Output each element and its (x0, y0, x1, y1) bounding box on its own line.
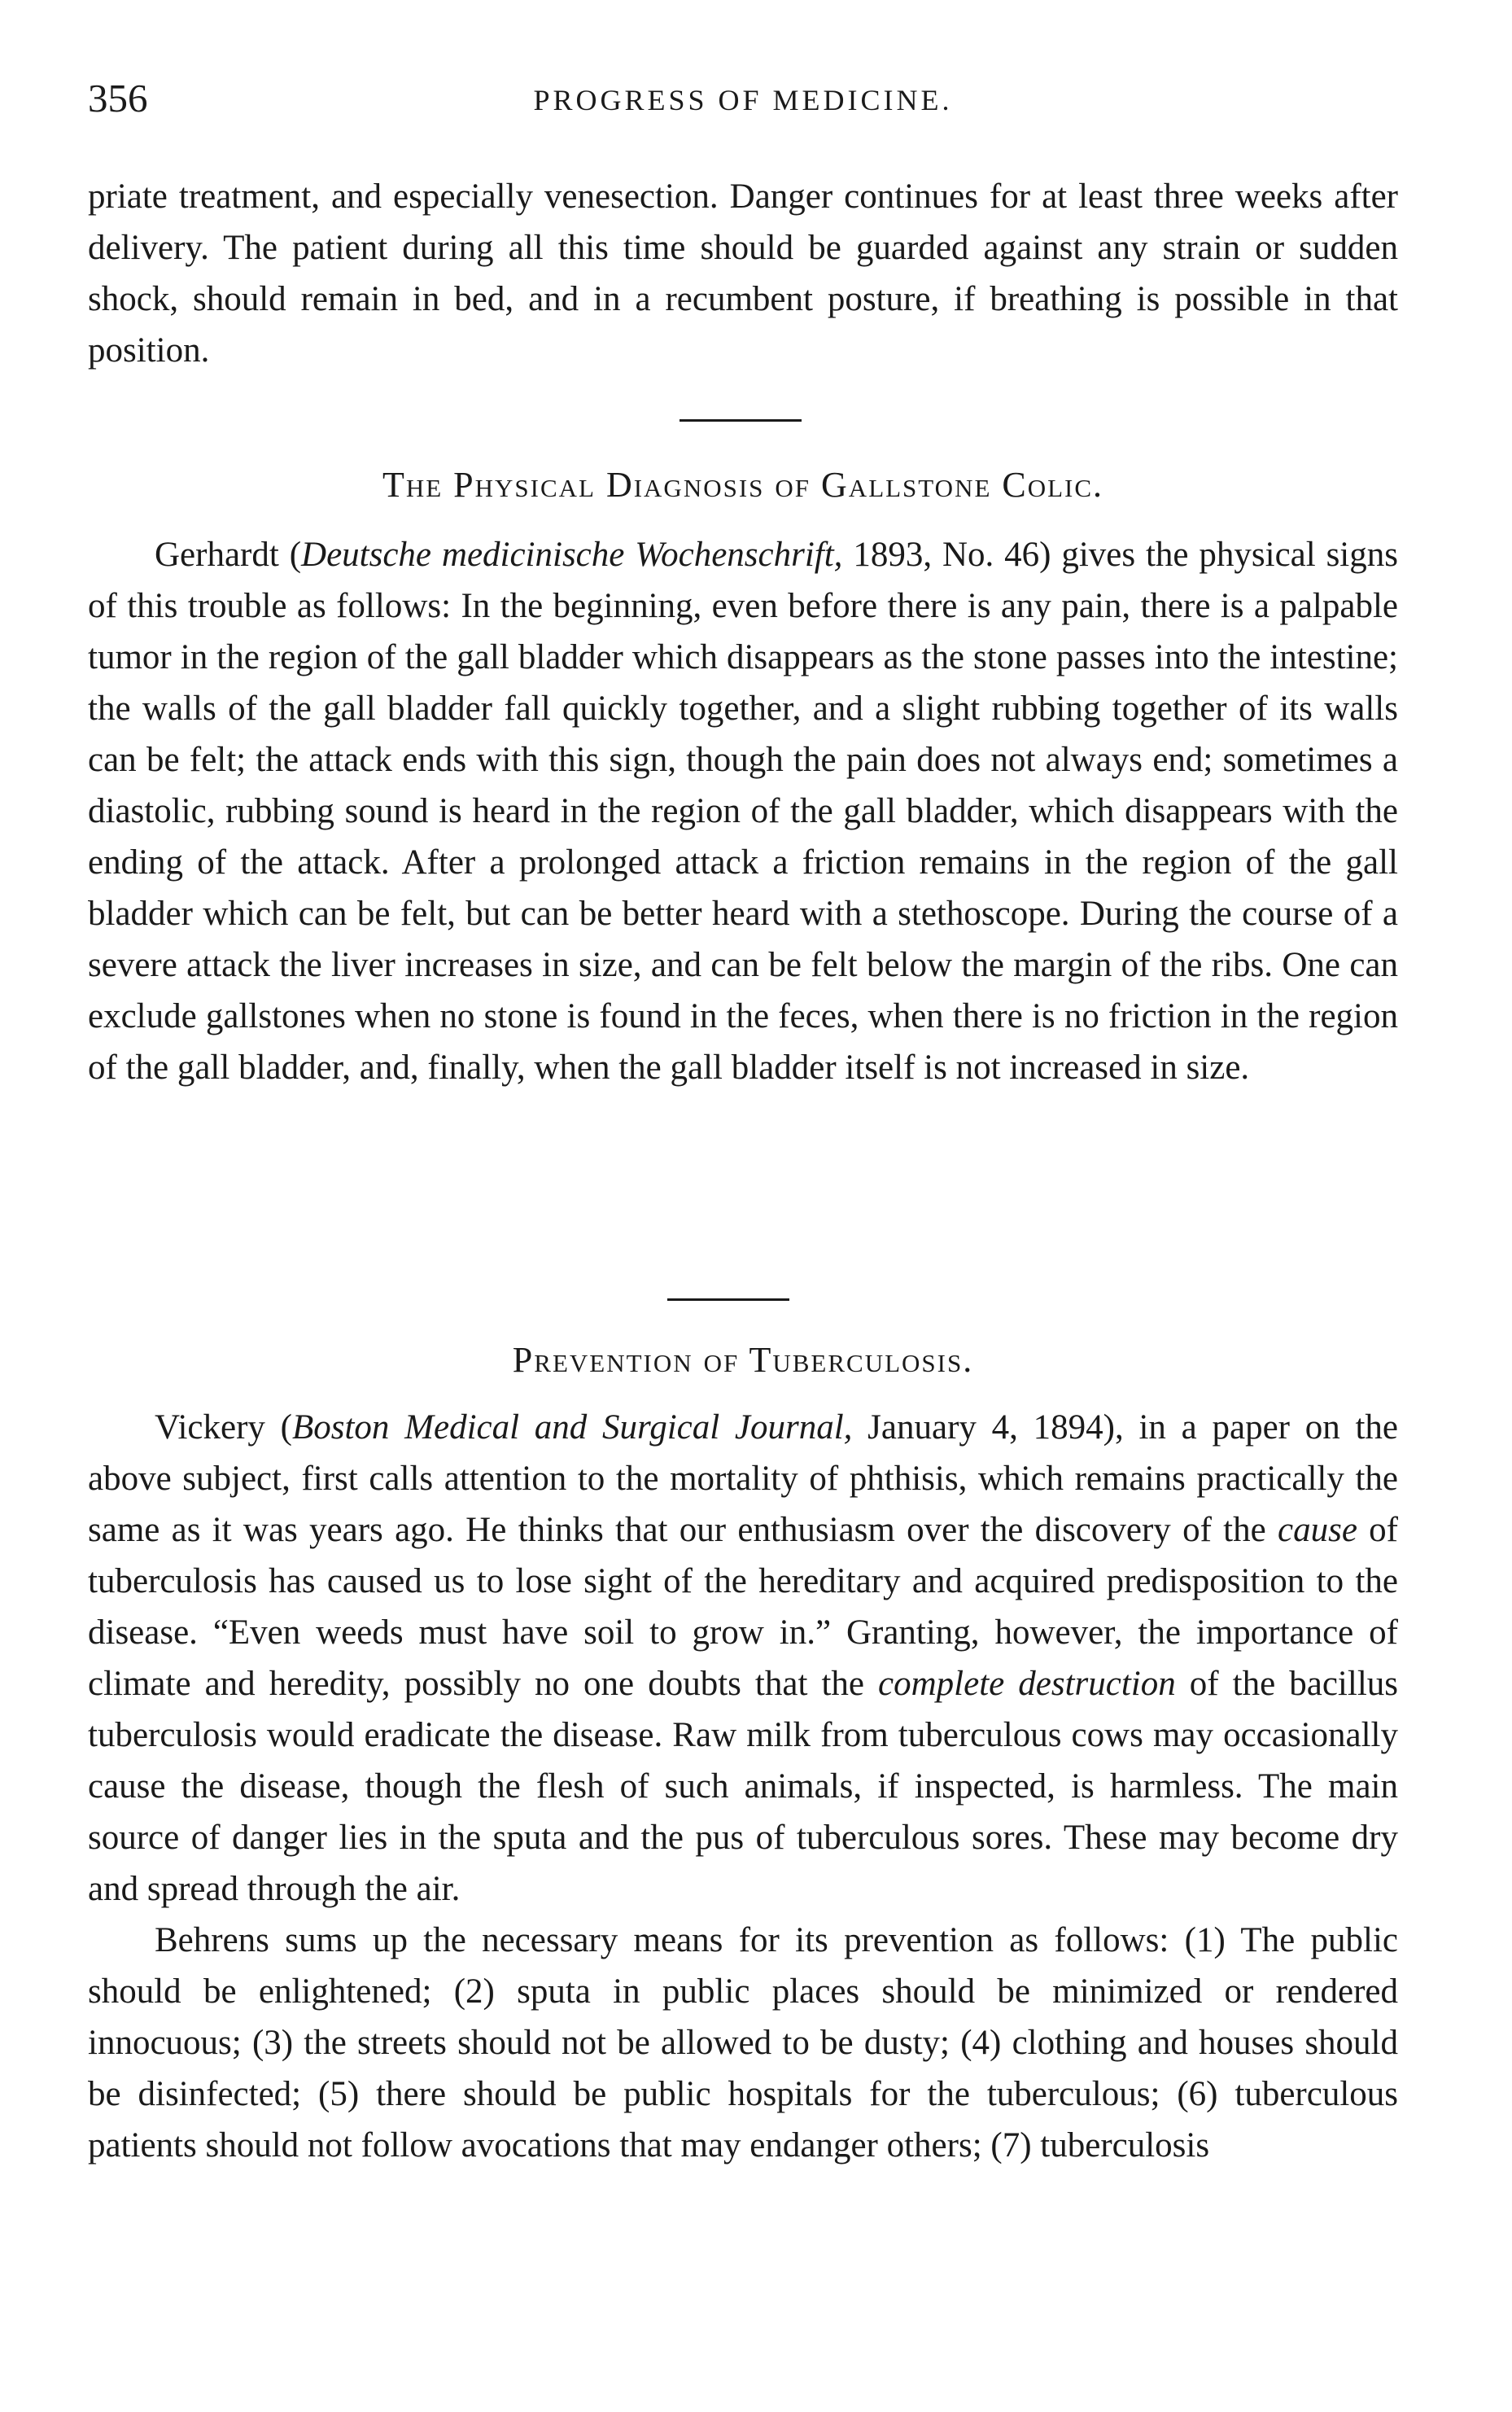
gallstone-text-b: 1893, No. 46) gives the physical signs of this trouble as follows: In the beginning, even before there is any pain, there is a palpable tumor in the region of the gall bladder which disappears as the stone passes into the intestine; the walls of the gall bladder fall quickly together, and a slight rubbing together of its walls can be felt; the attack ends with this sign, though the pain does not always end; sometimes a diastolic, rubbing sound is heard in the region of the gall bladder, which disappears with the ending of the attack. After a prolonged attack a friction remains in the region of the gall bladder which can be felt, but can be better heard with a stethoscope. During the course of a severe attack the liver increases in size, and can be felt below the margin of the ribs. One can exclude gallstones when no stone is found in the feces, when there is no friction in the region of the gall bladder, and, finally, when the gall bladder itself is not increased in size. (88, 536, 1398, 1087)
section-divider-2 (667, 1298, 789, 1301)
tb-text-a: Vickery ( (155, 1408, 292, 1447)
tb-italic-complete-destruction: complete destruction (878, 1665, 1176, 1703)
section-divider-1 (680, 419, 802, 422)
gallstone-paragraph (88, 529, 1398, 1093)
continued-paragraph-block (88, 171, 1398, 376)
tb-text-c: of tuberculosis has caused us to lose sight of the hereditary and acquired predisposition to the disease. “Even weeds must have soil to grow in.” Granting, however, the importance of climate and heredity, possibly no one doubts that the (88, 1511, 1399, 1703)
tuberculosis-section-body (88, 1402, 1398, 2171)
running-title: PROGRESS OF MEDICINE. (533, 84, 953, 116)
gallstone-text-a: Gerhardt ( (155, 536, 302, 574)
tb-italic-cause: cause (1278, 1511, 1357, 1549)
section-heading-gallstone: The Physical Diagnosis of Gallstone Colic. (382, 465, 1104, 505)
section-heading-tuberculosis: Prevention of Tuberculosis. (512, 1340, 974, 1380)
tb-journal-name: Boston Medical and Surgical Journal, (291, 1408, 853, 1447)
tb-text-d: of the bacillus tuberculosis would eradicate the disease. Raw milk from tuberculous cows may occasionally cause the disease, though the flesh of such animals, if inspected, is harmless. The main source of danger lies in the sputa and the pus of tuberculous sores. These may become dry and spread through the air. (88, 1665, 1398, 1908)
gallstone-journal-name: Deutsche medicinische Wochenschrift, (301, 536, 843, 574)
tuberculosis-paragraph-2: Behrens sums up the necessary means for its prevention as follows: (1) The public should be enlightened; (2) sputa in public places should be minimized or rendered innocuous; (3) the streets should not be allowed to be dusty; (4) clothing and houses should be disinfected; (5) there should be public hospitals for the tuberculous; (6) tuberculous patients should not follow avocations that may endanger others; (7) tuberculosis (88, 1921, 1398, 2165)
tuberculosis-paragraph-1 (88, 1402, 1398, 1915)
page-number: 356 (88, 76, 148, 120)
page-header (88, 75, 1398, 132)
tb-text-b: January 4, 1894), in a paper on the above subject, first calls attention to the mortality of phthisis, which remains practically the same as it was years ago. He thinks that our enthusiasm over the discovery of the (88, 1408, 1398, 1549)
continued-paragraph: priate treatment, and especially venesection. Danger continues for at least three weeks after delivery. The patient during all this time should be guarded against any strain or sudden shock, should remain in bed, and in a recumbent posture, if breathing is possible in that position. (88, 177, 1398, 370)
gallstone-section-body (88, 529, 1398, 1093)
